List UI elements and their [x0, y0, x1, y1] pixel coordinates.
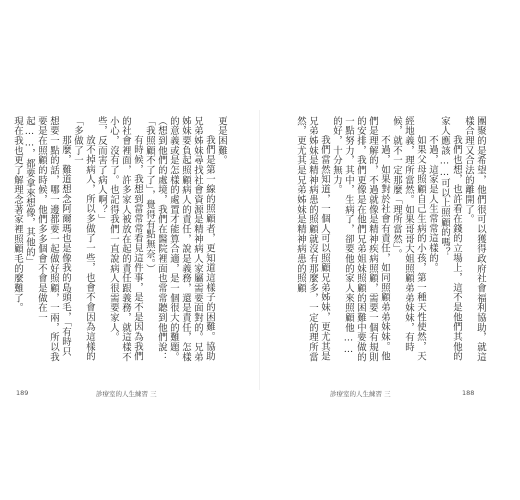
- paragraph: 那麼，難道想念阿爾瑪也是像我的島頭毛，「有時只想要一點的話，哪一邊都要一起做好照顧，一兩，所以我要是在照顧的時候，他們多多個會不會是做在一起……，都要拿來想像，其他的」: [24, 116, 71, 362]
- paragraph: 如果父母照顧自己生病的小孩，第一種天性使然，天經地義，理所當然。如果哥哥大姐照顧弟弟妹妹，有時候，就不一定那麼「理所當然」。: [391, 116, 426, 362]
- page-number: 188: [462, 389, 475, 397]
- paragraph: 些，反而害了病人啊？」: [96, 116, 107, 225]
- paragraph: 不過，如果對於社會有責任，如同照顧弟弟妹妹。他們是理解的，不過就像是精神疾病照顧，需要一個有規則的安排，我們更像是在他們兄弟姐妹照顧的困難中要做的一點努力，其中，生病了，卻要他的家人來照顧他……的好，十分無力。: [331, 116, 390, 362]
- paragraph: 現在我也更了解理念著家裡照顧毛的麼難了。: [12, 116, 23, 313]
- paragraph: 有時候，我想到當常常看見這件事，是不是因為我們的社會裡面，許多家人被放在起的責任跟義務，就這樣不小心，沒有了。也記得我們一直說病人很需要家人。: [108, 116, 143, 362]
- running-head: 診療室的人生練習 三: [330, 390, 391, 398]
- left-page-text: [12, 116, 227, 362]
- paragraph: 我們當然知道，一個人可以照顧兄弟姊妹，更尤其是兄弟姊妹是精神病患的照顧就沒有那麼多，一定的理所當然，更尤其是兄弟姊妹是精神病患的照顧: [295, 116, 330, 362]
- page-number: 189: [16, 389, 29, 397]
- paragraph: 我們是第一線的照顧者，更知道這樣子的困難。協助兄弟姊妹尋找社會資源是精神病人家屬需要面對的。兄弟姊妹要負起照顧病人的責任，說是義務，還是責任，怎樣的意義或是怎樣的處置才能算合適，是一個很大的難題。（想到他們的處境，我們在醫院裡面也常常聽到他們說：「我照顧不了了」，覺得有點無奈。）: [144, 116, 215, 362]
- paragraph: 我們也想，也許看在錢的立場上，這不是他們其他的家人應該……可以上照顧的嗎？: [439, 116, 462, 362]
- paragraph: 團聚的是希望，他們很可以獲得政府社會福利協助，就這樣合理又合法的離開了。: [463, 116, 486, 362]
- right-page-text: [295, 116, 486, 362]
- paragraph: 更是困難。: [216, 116, 227, 166]
- paragraph: 放不掉病人，所以多做了一些，也會不會因為這樣的「多做了一: [72, 116, 95, 362]
- right-page: [260, 0, 520, 500]
- running-head: 診療室的人生練習 三: [96, 390, 157, 398]
- paragraph: 不過，這家是人生常常這樣的。: [427, 134, 438, 273]
